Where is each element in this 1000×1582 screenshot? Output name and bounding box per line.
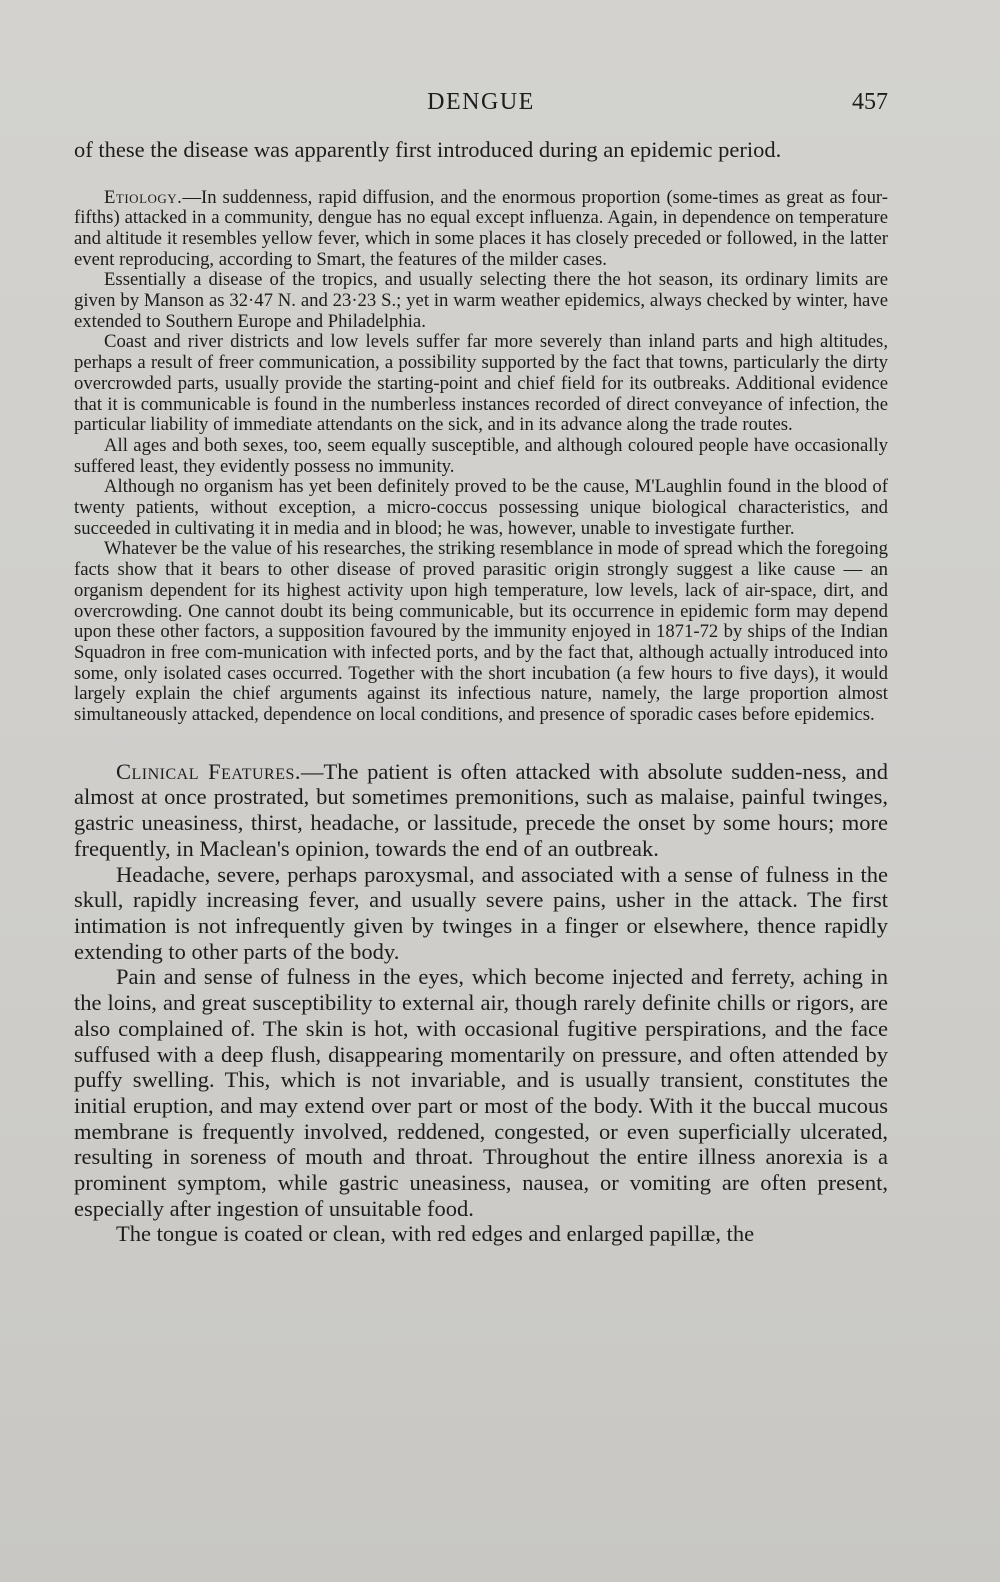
section-heading-clinical-features: Clinical Features. — [116, 758, 301, 784]
paragraph — [74, 759, 888, 862]
paragraph: of these the disease was apparently first introduced during an epidemic period. — [74, 137, 782, 162]
continued-text — [74, 136, 888, 165]
paragraph: Essentially a disease of the tropics, and usually selecting there the hot season, its ordinary limits are given by Manson as 32·47 N. and 23·23 S.; yet in warm weather epidemics, always checked by winter, have extended to Southern Europe and Philadelphia. — [74, 269, 888, 332]
paragraph: Headache, severe, perhaps paroxysmal, and associated with a sense of fulness in the skull, rapidly increasing fever, and usually severe pains, usher in the attack. The first intimation is not infrequently given by twinges in a finger or elsewhere, thence rapidly extending to other parts of the body. — [74, 861, 888, 964]
page-text — [74, 136, 888, 1247]
paragraph-text: —In suddenness, rapid diffusion, and the enormous proportion (some-times as great as four-fifths) attacked in a community, dengue has no equal except influenza. Again, in dependence on temperature and altitude it resembles yellow fever, which in some places it has closely preceded or followed, in the latter event reproducing, according to Smart, the features of the milder cases. — [74, 186, 888, 270]
paragraph: All ages and both sexes, too, seem equally susceptible, and although coloured people have occasionally suffered least, they evidently possess no immunity. — [74, 434, 888, 477]
paragraph-text: —The patient is often attacked with absolute sudden-ness, and almost at once prostrated, but sometimes premonitions, such as malaise, painful twinges, gastric uneasiness, thirst, headache, or lassitude, precede the onset by some hours; more frequently, in Maclean's opinion, towards the end of an outbreak. — [74, 758, 889, 861]
paragraph: Although no organism has yet been definitely proved to be the cause, M'Laughlin found in the blood of twenty patients, without exception, a micro-coccus possessing unique biological characteristics, and succeeded in cultivating it in media and in blood; he was, however, unable to investigate further. — [74, 476, 888, 539]
paragraph: Coast and river districts and low levels suffer far more severely than inland parts and high altitudes, perhaps a result of freer communication, a possibility supported by the fact that towns, particularly the dirty overcrowded parts, usually provide the starting-point and chief field for its outbreaks. Additional evidence that it is communicable is found in the numberless instances recorded of direct conveyance of infection, the particular liability of immediate attendants on the sick, and in its advance along the trade routes. — [74, 331, 888, 436]
clinical-features-section — [74, 759, 888, 1247]
page-number: 457 — [852, 89, 888, 115]
etiology-section — [74, 188, 888, 726]
running-head — [74, 86, 888, 120]
paragraph — [74, 188, 888, 271]
paragraph: Whatever be the value of his researches, the striking resemblance in mode of spread which the foregoing facts show that it bears to other disease of proved parasitic origin strongly suggest a like cause — an organism dependent for its highest activity upon high temperature, low levels, lack of air-space, dirt, and overcrowding. One cannot doubt its being communicable, but its occurrence in epidemic form may depend upon these other factors, a supposition favoured by the immunity enjoyed in 1871-72 by ships of the Indian Squadron in free com-munication with infected ports, and by the fact that, although actually introduced into some, only isolated cases occurred. Together with the short incubation (a few hours to five days), it would largely explain the chief arguments against its infectious nature, namely, the large proportion almost simultaneously attacked, dependence on local conditions, and presence of sporadic cases before epidemics. — [74, 538, 888, 726]
running-title: DENGUE — [427, 89, 535, 115]
paragraph: Pain and sense of fulness in the eyes, which become injected and ferrety, aching in the loins, and great susceptibility to external air, though rarely definite chills or rigors, are also complained of. The skin is hot, with occasional fugitive perspirations, and the face suffused with a deep flush, disappearing momentarily on pressure, and often attended by puffy swelling. This, which is not invariable, and is usually transient, constitutes the initial eruption, and may extend over part or most of the body. With it the buccal mucous membrane is frequently involved, reddened, congested, or even superficially ulcerated, resulting in soreness of mouth and throat. Throughout the entire illness anorexia is a prominent symptom, while gastric uneasiness, nausea, or vomiting are often present, especially after ingestion of unsuitable food. — [74, 964, 888, 1221]
paragraph: The tongue is coated or clean, with red edges and enlarged papillæ, the — [116, 1221, 755, 1247]
section-heading-etiology: Etiology. — [104, 186, 183, 208]
